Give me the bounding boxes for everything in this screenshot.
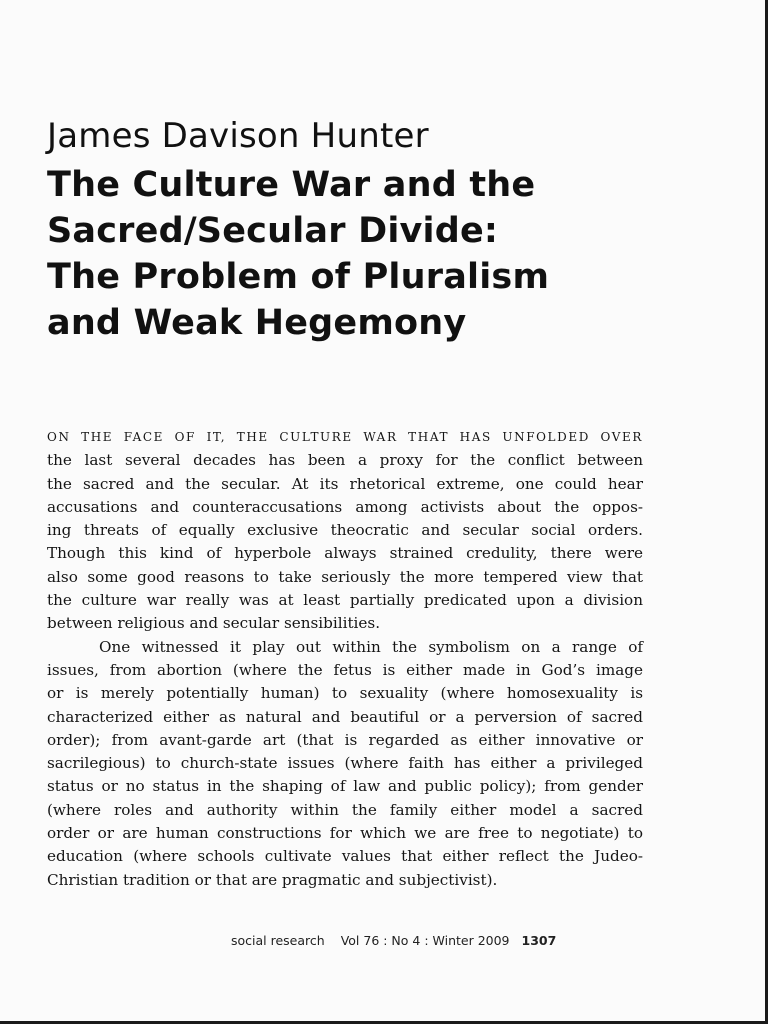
text-line: status or no status in the shaping of law and public policy); from gender — [47, 777, 643, 796]
text-line: or is merely potentially human) to sexuality (where homosexuality is — [47, 684, 643, 703]
text-line: education (where schools cultivate values that either reflect the Judeo- — [47, 847, 643, 866]
text-line: One witnessed it play out within the symbolism on a range of — [99, 637, 643, 656]
text-line: order); from avant-garde art (that is regarded as either innovative or — [47, 730, 643, 749]
article-body — [47, 426, 643, 892]
article-title — [47, 162, 727, 346]
page-footer — [231, 933, 556, 948]
title-line: The Problem of Pluralism — [47, 257, 550, 297]
author-name: James Davison Hunter — [47, 116, 429, 156]
paragraph-2 — [47, 636, 643, 892]
text-line: the sacred and the secular. At its rhetorical extreme, one could hear — [47, 474, 643, 493]
page-number: 1307 — [521, 933, 557, 948]
text-line: between religious and secular sensibilities. — [47, 614, 381, 633]
text-line: characterized either as natural and beautiful or a perversion of sacred — [47, 707, 643, 726]
text-line: order or are human constructions for which we are free to negotiate) to — [47, 824, 643, 843]
text-line: ON THE FACE OF IT, THE CULTURE WAR THAT HAS UNFOLDED OVER — [47, 430, 643, 444]
title-line: and Weak Hegemony — [47, 303, 467, 343]
journal-name: social research — [231, 933, 325, 948]
text-line: the last several decades has been a proxy for the conflict between — [47, 451, 643, 470]
issue-info: Vol 76 : No 4 : Winter 2009 — [340, 933, 510, 948]
text-line: sacrilegious) to church-state issues (where faith has either a privileged — [47, 754, 643, 773]
text-line: Though this kind of hyperbole always strained credulity, there were — [47, 544, 643, 563]
text-line: accusations and counteraccusations among activists about the oppos- — [47, 497, 643, 516]
text-line: the culture war really was at least partially predicated upon a division — [47, 591, 643, 610]
text-line: ing threats of equally exclusive theocratic and secular social orders. — [47, 521, 643, 540]
text-line: issues, from abortion (where the fetus is either made in God’s image — [47, 660, 643, 679]
text-line: also some good reasons to take seriously the more tempered view that — [47, 567, 643, 586]
paragraph-1 — [47, 426, 643, 636]
title-line: The Culture War and the — [47, 165, 536, 205]
text-line: Christian tradition or that are pragmatic and subjectivist). — [47, 870, 498, 889]
text-line: (where roles and authority within the family either model a sacred — [47, 800, 643, 819]
title-line: Sacred/Secular Divide: — [47, 211, 499, 251]
